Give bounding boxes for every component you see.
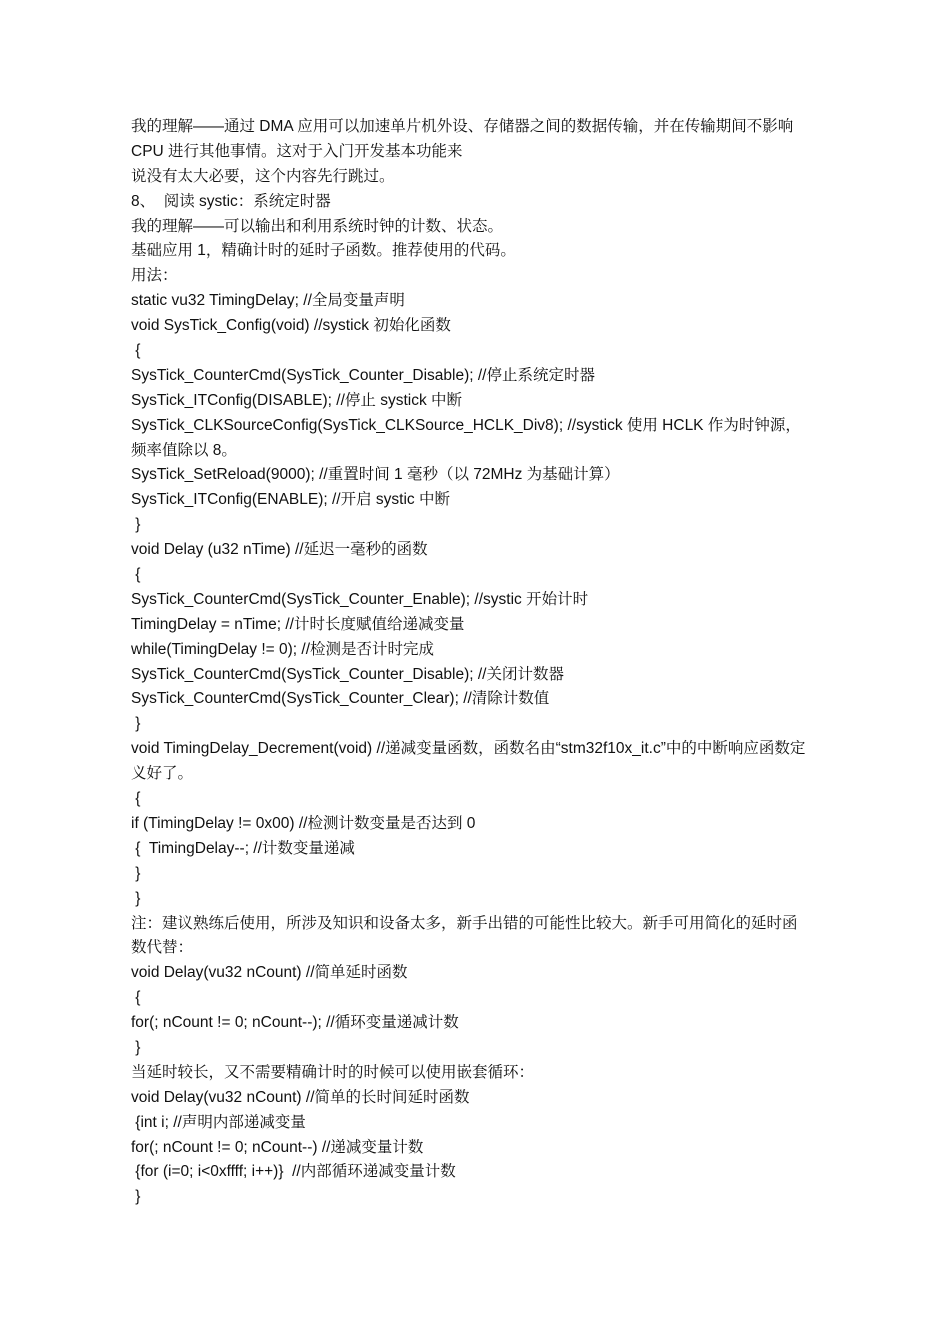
code-line: }: [131, 864, 141, 882]
code-line: }: [131, 715, 141, 733]
code-line: 频率值除以 8。: [131, 441, 237, 459]
code-line: }: [131, 889, 141, 907]
code-line: }: [131, 1038, 141, 1056]
text-line: 说没有太大必要，这个内容先行跳过。: [131, 167, 395, 185]
text-line: 我的理解——可以输出和利用系统时钟的计数、状态。: [131, 217, 504, 235]
note-line: 注：建议熟练后使用，所涉及知识和设备太多，新手出错的可能性比较大。新手可用简化的延时函: [131, 914, 798, 932]
code-line: SysTick_ITConfig(ENABLE); //开启 systic 中断: [131, 491, 450, 509]
code-line: }: [131, 1188, 141, 1206]
note-line: 数代替：: [131, 939, 194, 957]
code-line: if (TimingDelay != 0x00) //检测计数变量是否达到 0: [131, 814, 476, 832]
code-line: {int i; //声明内部递减变量: [131, 1113, 306, 1131]
code-line: static vu32 TimingDelay; //全局变量声明: [131, 292, 405, 310]
code-line: SysTick_CounterCmd(SysTick_Counter_Disable); //停止系统定时器: [131, 366, 595, 384]
code-line: SysTick_SetReload(9000); //重置时间 1 毫秒（以 72MHz 为基础计算）: [131, 466, 620, 484]
code-line: }: [131, 516, 141, 534]
code-line: void Delay(vu32 nCount) //简单的长时间延时函数: [131, 1088, 470, 1106]
text-line: 用法：: [131, 267, 178, 285]
section-heading: 8、 阅读 systic：系统定时器: [131, 192, 331, 210]
code-line: void TimingDelay_Decrement(void) //递减变量函数，函数名由“stm32f10x_it.c”中的中断响应函数定: [131, 740, 806, 758]
text-line: 基础应用 1，精确计时的延时子函数。推荐使用的代码。: [131, 242, 516, 260]
code-line: 义好了。: [131, 765, 194, 783]
code-line: for(; nCount != 0; nCount--) //递减变量计数: [131, 1138, 424, 1156]
code-line: {: [131, 566, 141, 584]
code-line: SysTick_ITConfig(DISABLE); //停止 systick 中断: [131, 391, 463, 409]
code-line: void SysTick_Config(void) //systick 初始化函数: [131, 317, 451, 335]
code-line: void Delay (u32 nTime) //延迟一毫秒的函数: [131, 541, 428, 559]
code-line: {for (i=0; i<0xffff; i++)} //内部循环递减变量计数: [131, 1163, 456, 1181]
document-body: [131, 115, 871, 1210]
code-line: TimingDelay = nTime; //计时长度赋值给递减变量: [131, 615, 465, 633]
code-line: {: [131, 790, 141, 808]
code-line: {: [131, 342, 141, 360]
code-line: { TimingDelay--; //计数变量递减: [131, 839, 355, 857]
code-line: while(TimingDelay != 0); //检测是否计时完成: [131, 640, 435, 658]
text-line: CPU 进行其他事情。这对于入门开发基本功能来: [131, 142, 463, 160]
text-line: 当延时较长，又不需要精确计时的时候可以使用嵌套循环：: [131, 1063, 535, 1081]
code-line: SysTick_CLKSourceConfig(SysTick_CLKSource_HCLK_Div8); //systick 使用 HCLK 作为时钟源，: [131, 416, 801, 434]
text-line: 我的理解——通过 DMA 应用可以加速单片机外设、存储器之间的数据传输，并在传输期间不影响: [131, 118, 794, 135]
code-line: SysTick_CounterCmd(SysTick_Counter_Disable); //关闭计数器: [131, 665, 564, 683]
code-line: void Delay(vu32 nCount) //简单延时函数: [131, 964, 408, 982]
code-line: for(; nCount != 0; nCount--); //循环变量递减计数: [131, 1014, 459, 1032]
code-line: SysTick_CounterCmd(SysTick_Counter_Clear); //清除计数值: [131, 690, 550, 708]
code-line: SysTick_CounterCmd(SysTick_Counter_Enable); //systic 开始计时: [131, 590, 589, 608]
code-line: {: [131, 989, 141, 1007]
